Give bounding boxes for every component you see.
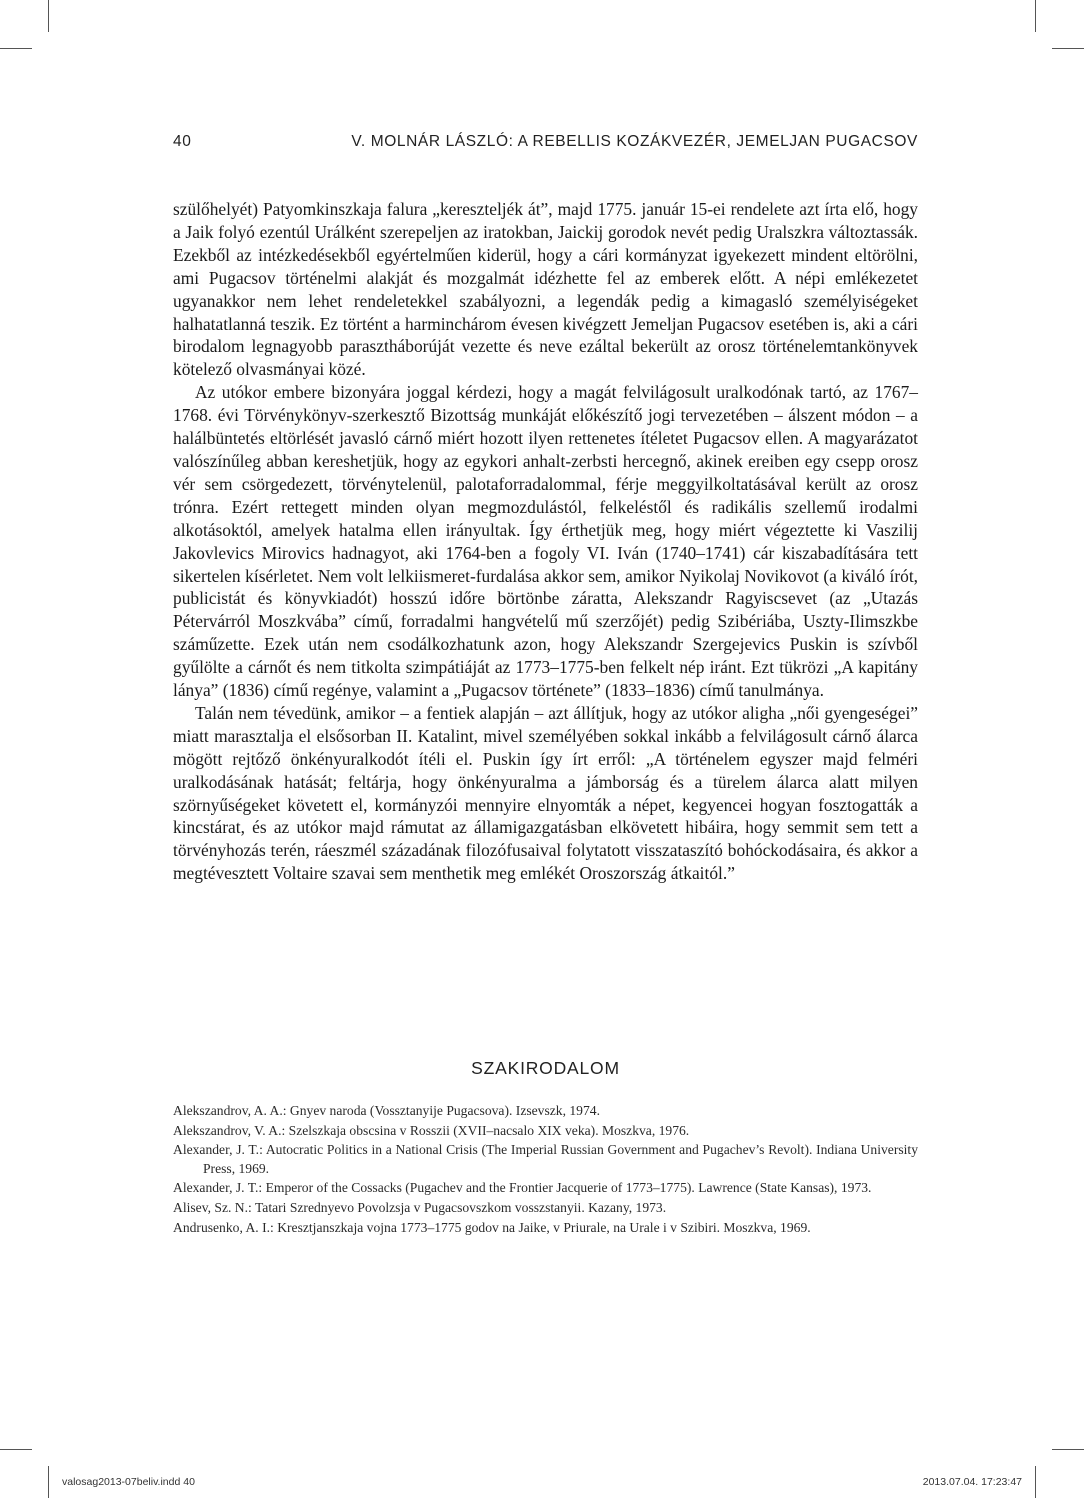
bibliography-entry: Alexander, J. T.: Autocratic Politics in a National Crisis (The Imperial Russian Government and Pugachev’s Revolt). Indiana University Press, 1969. [173,1142,918,1176]
bibliography-entry: Alisev, Sz. N.: Tatari Szrednyevo Povolzsja v Pugacsovszkom vosszstanyii. Kazany, 1973. [173,1200,667,1216]
slug-right: 2013.07.04. 17:23:47 [922,1476,1022,1488]
crop-mark [48,1466,49,1498]
bibliography-heading: SZAKIRODALOM [471,1058,620,1078]
bibliography-entry: Alekszandrov, V. A.: Szelszkaja obscsina v Rosszii (XVII–nacsalo XIX veka). Moszkva, 1976. [173,1122,690,1138]
bibliography-entry: Alekszandrov, A. A.: Gnyev naroda (Vossztanyije Pugacsova). Izsevszk, 1974. [173,1103,600,1118]
running-head [173,133,918,155]
crop-mark [1052,1449,1084,1450]
paragraph: szülőhelyét) Patyomkinszkaja falura „kereszteljék át”, majd 1775. január 15-ei rendelete azt írta elő, hogy a Jaik folyó ezentúl Urálként szerepeljen az iratokban, Jaickij gorodok nevét pedig Uralszkra változtassák. Ezekből az intézkedésekből egyértelműen kiderül, hogy a cári kormányzat igyekezett mindent eltörölni, ami Pugacsov történelmi alakját és mozgalmát idézhette fel az emberek előtt. A népi emlékezetet ugyanakkor nem lehet rendeletekkel szabályozni, a legendák pedig a kimagasló személyiségeket halhatatlanná teszik. Ez történt a harminchárom évesen kivégzett Jemeljan Pugacsov esetében is, aki a cári birodalom legnagyobb parasztháborúját vezette és neve ezáltal bekerült az orosz történelemtankönyvek kötelező olvasmányai közé. [173,199,918,380]
running-title: V. MOLNÁR LÁSZLÓ: A REBELLIS KOZÁKVEZÉR, JEMELJAN PUGACSOV [351,133,918,150]
crop-mark [0,48,32,49]
paragraph: Talán nem tévedünk, amikor – a fentiek alapján – azt állítjuk, hogy az utókor aligha „női gyengeségei” miatt marasztalja el elsősorban II. Katalint, mivel személyében sokkal inkább a felvilágosult cárnő álarca mögött rejtőző önkényuralkodót ítéli el. Puskin így írt erről: „A történelem egyszer majd felméri uralkodásának hatását; feltárja, hogy önkényuralma a jámborság és a türelem álarca alatt milyen szörnyűségeket követett el, kormányzói mennyire elnyomták a népet, kegyencei hogyan fosztogatták a kincstárat, és az utókor majd rámutat az államigazgatásban elkövetett hibáira, hogy semmit sem tett a törvényhozás terén, ráeszmél századának filozófusaival folytatott visszataszító bohóckodásaira, és akkor a megtévesztett Voltaire szavai sem menthetik meg emlékét Oroszország átkaitól.” [173,702,918,884]
bibliography-entry: Alexander, J. T.: Emperor of the Cossacks (Pugachev and the Frontier Jacquerie of 1773–1775). Lawrence (State Kansas), 1973. [173,1180,872,1196]
crop-mark [0,1449,32,1450]
crop-mark [48,0,49,32]
crop-mark [1052,48,1084,49]
article-body [173,198,918,885]
bibliography-list [173,1102,918,1238]
slug-left: valosag2013-07beliv.indd 40 [62,1476,195,1488]
paragraph: Az utókor embere bizonyára joggal kérdezi, hogy a magát felvilágosult uralkodónak tartó, az 1767–1768. évi Törvénykönyv-szerkesztő Bizottság munkáját előkészítő jogi tervezetében – álszent módon – a halálbüntetés eltörlését javasló cárnő miért hozott ilyen rettenetes ítéletet Pugacsov ellen. A magyarázatot valószínűleg abban kereshetjük, hogy az egykori anhalt-zerbsti hercegnő, akinek ereiben egy csepp orosz vér sem csörgedezett, törvénytelenül, palotaforradalommal, férje meggyilkoltatásával került az orosz trónra. Ezért rettegett minden olyan megmozdulástól, felkeléstől és radikális szellemű irodalmi alkotásoktól, amelyek hatalma ellen irányultak. Így érthetjük meg, hogy miért végeztette ki Vaszilij Jakovlevics Mirovics hadnagyot, aki 1764-ben a fogoly VI. Iván (1740–1741) cár kiszabadítására tett sikertelen kísérletet. Nem volt lelkiismeret-furdalása akkor sem, amikor Nyikolaj Novikovot (a kiváló írót, publicistát és könyvkiadót) hosszú időre börtönbe záratta, Alekszandr Ragyiscsevet (az „Utazás Pétervárról Moszkvába” című, forradalmi hangvételű mű szerzőjét) pedig Szibériába, Uszty-Ilimszkbe száműzette. Ezek után nem csodálkozhatunk azon, hogy Alekszandr Szergejevics Puskin is szívből gyűlölte a cárnőt és nem titkolta szimpátiáját az 1773–1775-ben felkelt nép iránt. Ezt tükrözi „A kapitány lánya” (1836) című regénye, valamint a „Pugacsov története” (1833–1836) című tanulmánya. [173,382,918,701]
crop-mark [1035,0,1036,32]
bibliography-entry: Andrusenko, A. I.: Kresztjanszkaja vojna 1773–1775 godov na Jaike, v Priurale, na Urale i v Szibiri. Moszkva, 1969. [173,1219,811,1235]
page-number: 40 [173,133,192,150]
crop-mark [1035,1466,1036,1498]
